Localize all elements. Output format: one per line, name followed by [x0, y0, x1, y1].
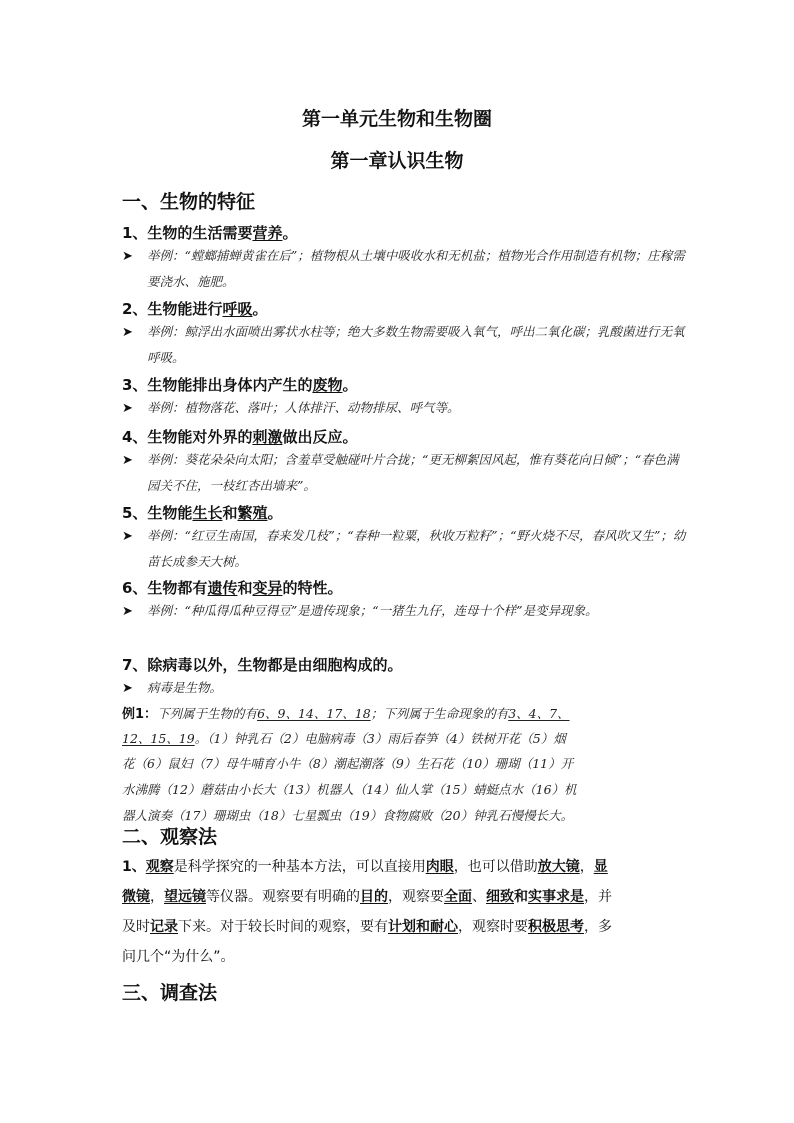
- bullet-icon: ➤: [122, 681, 133, 696]
- item6-example: 举例：“种瓜得瓜种豆得豆”是遗传现象；“一猪生九仔，连母十个样”是变异现象。: [147, 603, 598, 618]
- section1-heading: 一、生物的特征: [122, 191, 256, 213]
- item1-example: 举例：“螳螂捕蝉黄雀在后”；植物根从土壤中吸收水和无机盐；植物光合作用制造有机物；庄稼需要浇水、施肥。: [147, 248, 685, 289]
- example1-line4: 水沸腾（12）蘑菇由小长大（13）机器人（14）仙人掌（15）蜻蜓点水（16）机: [122, 782, 577, 797]
- item1-heading: 1、生物的生活需要营养。: [122, 224, 298, 242]
- section2-para-line3: 及时记录下来。对于较长时间的观察，要有计划和耐心，观察时要积极思考，多: [122, 919, 612, 935]
- item7-example: 病毒是生物。: [147, 680, 223, 695]
- section2-para-line1: 1、观察是科学探究的一种基本方法，可以直接用肉眼，也可以借助放大镜，显: [122, 859, 608, 875]
- item4-example: 举例：葵花朵朵向太阳；含羞草受触碰叶片合拢；“更无柳絮因风起，惟有葵花向日倾”；“春色满园关不住，一枝红杏出墙来”。: [147, 452, 679, 493]
- example1-line3: 花（6）鼠妇（7）母牛哺育小牛（8）潮起潮落（9）生石花（10）珊瑚（11）开: [122, 756, 574, 771]
- bullet-icon: ➤: [122, 604, 133, 619]
- item7-heading: 7、除病毒以外，生物都是由细胞构成的。: [122, 656, 403, 674]
- doc-title: 第一单元生物和生物圈: [301, 108, 492, 130]
- item4-heading: 4、生物能对外界的刺激做出反应。: [122, 428, 358, 446]
- item2-heading: 2、生物能进行呼吸。: [122, 300, 268, 318]
- doc-subtitle: 第一章认识生物: [330, 150, 464, 172]
- section2-para-line2: 微镜，望远镜等仪器。观察要有明确的目的，观察要全面、细致和实事求是，并: [122, 889, 612, 905]
- bullet-icon: ➤: [122, 401, 133, 416]
- item5-heading: 5、生物能生长和繁殖。: [122, 504, 283, 522]
- example1-line1: 例1：下列属于生物的有6、9、14、17、18；下列属于生命现象的有3、4、7、: [122, 706, 570, 722]
- bullet-icon: ➤: [122, 453, 133, 468]
- bullet-icon: ➤: [122, 325, 133, 340]
- item3-example: 举例：植物落花、落叶；人体排汗、动物排尿、呼气等。: [147, 400, 460, 415]
- example1-line5: 器人演奏（17）珊瑚虫（18）七星瓢虫（19）食物腐败（20）钟乳石慢慢长大。: [122, 808, 574, 823]
- section2-heading: 二、观察法: [122, 826, 218, 848]
- item6-heading: 6、生物都有遗传和变异的特性。: [122, 579, 343, 597]
- item2-example: 举例：鲸浮出水面喷出雾状水柱等；绝大多数生物需要吸入氧气，呼出二氧化碳；乳酸菌进行无氧呼吸。: [147, 324, 685, 365]
- section2-para-line4: 问几个“为什么”。: [122, 949, 235, 965]
- item5-example: 举例：“红豆生南国，春来发几枝”；“春种一粒粟，秋收万粒籽”；“野火烧不尽，春风吹又生”；幼苗长成参天大树。: [147, 528, 686, 569]
- section3-heading: 三、调查法: [122, 982, 218, 1004]
- item3-heading: 3、生物能排出身体内产生的废物。: [122, 376, 358, 394]
- bullet-icon: ➤: [122, 249, 133, 264]
- example1-line2: 12、15、19。（1）钟乳石（2）电脑病毒（3）雨后春笋（4）铁树开花（5）烟: [122, 731, 566, 746]
- bullet-icon: ➤: [122, 529, 133, 544]
